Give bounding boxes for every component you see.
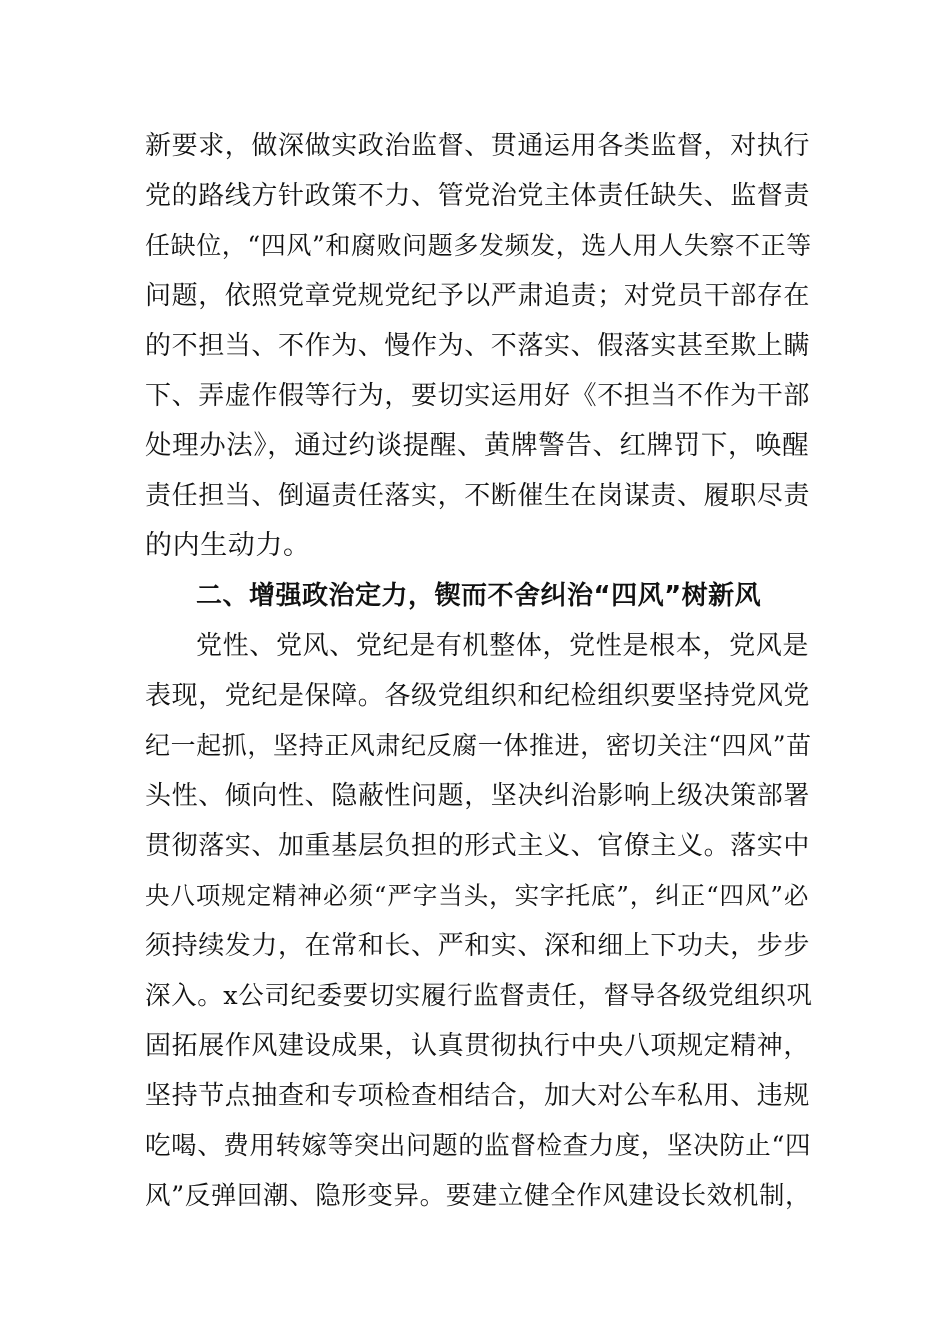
paragraph-line: 须持续发力，在常和长、严和实、深和细上下功夫，步步 xyxy=(145,931,811,961)
paragraph-line: 深入。x公司纪委要切实履行监督责任，督导各级党组织巩 xyxy=(145,981,813,1011)
section-heading: 二、增强政治定力，锲而不舍纠治“四风”树新风 xyxy=(196,581,762,611)
paragraph-line: 吃喝、费用转嫁等突出问题的监督检查力度，坚决防止“四 xyxy=(145,1131,812,1161)
paragraph-line: 新要求，做深做实政治监督、贯通运用各类监督，对执行 xyxy=(145,131,811,161)
paragraph-line: 下、弄虚作假等行为，要切实运用好《不担当不作为干部 xyxy=(145,381,811,411)
paragraph-line: 责任担当、倒逼责任落实，不断催生在岗谋责、履职尽责 xyxy=(145,481,811,511)
paragraph-line: 坚持节点抽查和专项检查相结合，加大对公车私用、违规 xyxy=(145,1081,811,1111)
paragraph-line: 问题，依照党章党规党纪予以严肃追责；对党员干部存在 xyxy=(145,281,811,311)
paragraph-line: 任缺位，“四风”和腐败问题多发频发，选人用人失察不正等 xyxy=(145,231,812,260)
paragraph-line: 党性、党风、党纪是有机整体，党性是根本，党风是 xyxy=(196,631,809,661)
paragraph-line: 的内生动力。 xyxy=(145,530,311,561)
paragraph-line: 央八项规定精神必须“严字当头，实字托底”，纠正“四风”必 xyxy=(145,881,809,910)
paragraph-line: 处理办法》，通过约谈提醒、黄牌警告、红牌罚下，唤醒 xyxy=(145,430,810,461)
paragraph-line: 风”反弹回潮、隐形变异。要建立健全作风建设长效机制， xyxy=(145,1181,812,1211)
paragraph-line: 头性、倾向性、隐蔽性问题，坚决纠治影响上级决策部署 xyxy=(145,781,811,811)
paragraph-line: 纪一起抓，坚持正风肃纪反腐一体推进，密切关注“四风”苗 xyxy=(145,731,812,760)
paragraph-line: 表现，党纪是保障。各级党组织和纪检组织要坚持党风党 xyxy=(145,681,811,711)
paragraph-line: 固拓展作风建设成果，认真贯彻执行中央八项规定精神， xyxy=(145,1031,811,1061)
paragraph-line: 党的路线方针政策不力、管党治党主体责任缺失、监督责 xyxy=(145,181,811,211)
paragraph-line: 贯彻落实、加重基层负担的形式主义、官僚主义。落实中 xyxy=(145,831,811,861)
paragraph-line: 的不担当、不作为、慢作为、不落实、假落实甚至欺上瞒 xyxy=(145,331,811,361)
